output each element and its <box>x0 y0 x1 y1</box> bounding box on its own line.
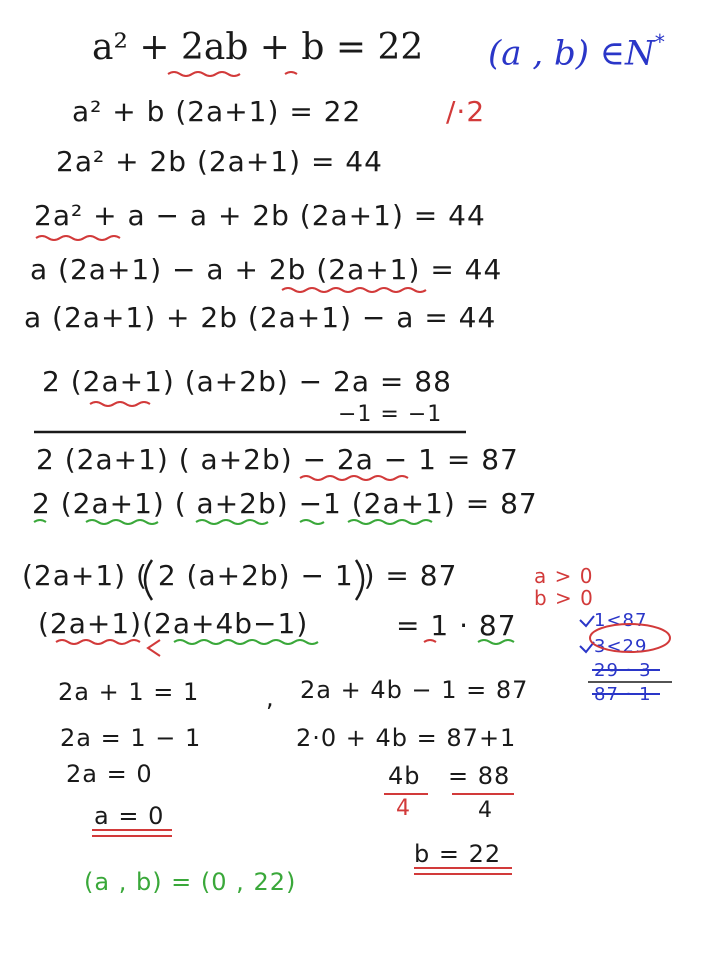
step8-underline-4 <box>300 520 324 524</box>
step9-paren-right <box>356 560 363 600</box>
step-8: 2 (2a+1) ( a+2b) −1 (2a+1) = 87 <box>32 487 538 520</box>
solve-right-3-eq: = 88 <box>448 762 511 790</box>
step-4: a (2a+1) − a + 2b (2a+1) = 44 <box>30 253 503 286</box>
step-10-left: (2a+1)(2a+4b−1) <box>38 607 309 640</box>
title-underline-b <box>285 72 297 74</box>
condition-b: b > 0 <box>534 586 594 610</box>
step-7: 2 (2a+1) ( a+2b) − 2a − 1 = 87 <box>36 443 519 476</box>
step10-underline-1 <box>424 640 436 642</box>
step8-underline-1 <box>34 520 46 522</box>
solve-left-1: 2a + 1 = 1 <box>58 678 200 706</box>
solution-separator: , <box>266 684 275 712</box>
step8-underline-2 <box>86 520 158 524</box>
solve-right-2: 2·0 + 4b = 87+1 <box>296 724 517 752</box>
step8-underline-5 <box>348 520 432 524</box>
solve-right-1: 2a + 4b − 1 = 87 <box>300 676 529 704</box>
step-1-note: /·2 <box>446 95 486 128</box>
solve-right-3-den: 4 <box>396 796 411 821</box>
step-2: 2a² + 2b (2a+1) = 44 <box>56 145 383 178</box>
step8-underline-3 <box>196 520 268 524</box>
step-5: a (2a+1) + 2b (2a+1) − a = 44 <box>24 301 497 334</box>
step-1: a² + b (2a+1) = 22 <box>72 95 362 128</box>
factor-loop <box>590 624 670 652</box>
problem-equation: a² + 2ab + b = 22 <box>92 27 424 68</box>
factor-check-4: 87 · 1 <box>594 684 652 705</box>
factor-check-2: 3<29 <box>594 636 648 657</box>
step10-underline-left <box>56 640 140 644</box>
step-6-subtraction: −1 = −1 <box>338 402 443 427</box>
step-9: (2a+1) ( 2 (a+2b) − 1 ) = 87 <box>22 559 458 592</box>
domain-text: (a , b) ∈N <box>488 33 655 74</box>
solve-left-2: 2a = 1 − 1 <box>60 724 202 752</box>
step6-underline <box>90 402 150 406</box>
step9-paren-left <box>145 560 152 600</box>
step3-underline <box>36 236 120 240</box>
step7-underline <box>300 476 408 480</box>
step4-underline <box>282 288 426 292</box>
step10-underline-middle <box>174 640 318 644</box>
domain-star: * <box>654 30 665 54</box>
factor-check-3: 29 · 3 <box>594 660 652 681</box>
step10-less-mark <box>148 640 160 656</box>
step10-underline-87 <box>478 640 514 644</box>
step-3: 2a² + a − a + 2b (2a+1) = 44 <box>34 199 486 232</box>
solve-right-4: b = 22 <box>414 840 502 868</box>
solve-left-4: a = 0 <box>94 802 165 830</box>
final-answer: (a , b) = (0 , 22) <box>84 868 297 896</box>
factor-check-1: 1<87 <box>594 610 648 631</box>
step-10-right: = 1 · 87 <box>396 609 517 642</box>
step-6: 2 (2a+1) (a+2b) − 2a = 88 <box>42 365 452 398</box>
solve-right-3-den2: 4 <box>478 798 493 823</box>
condition-a: a > 0 <box>534 564 594 588</box>
solve-left-3: 2a = 0 <box>66 760 153 788</box>
check-mark-1 <box>580 616 594 626</box>
solve-right-3-num: 4b <box>388 762 421 790</box>
title-underline-2ab <box>168 72 240 76</box>
